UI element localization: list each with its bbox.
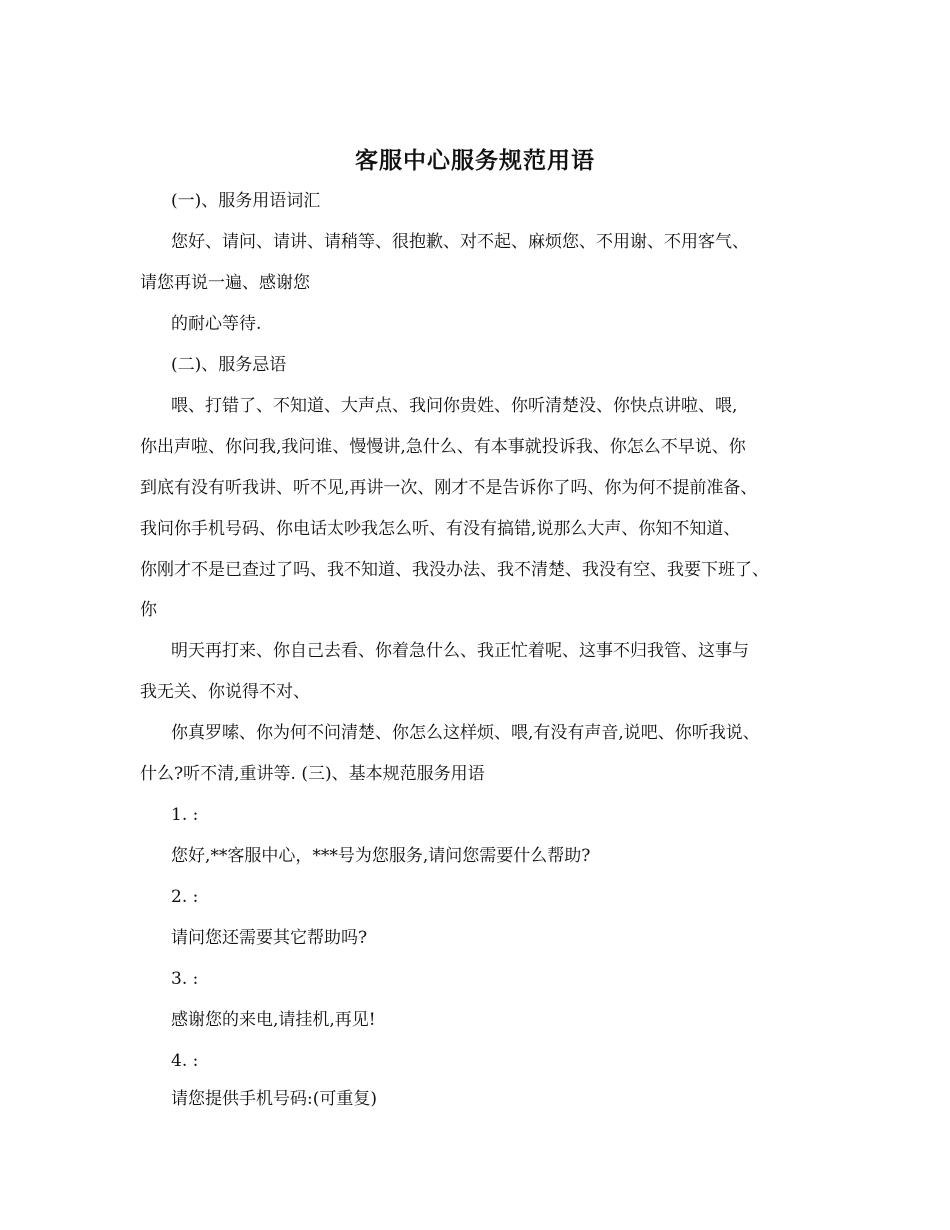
list-item-number: 4. : <box>171 1051 199 1071</box>
paragraph-line: 你刚才不是已查过了吗、我不知道、我没办法、我不清楚、我没有空、我要下班了、 <box>140 560 769 580</box>
list-item-text: 感谢您的来电,请挂机,再见! <box>171 1010 376 1030</box>
list-item-number: 3. : <box>171 969 199 989</box>
list-item-text: 请您提供手机号码:(可重复) <box>171 1089 377 1109</box>
paragraph-line: 明天再打来、你自己去看、你着急什么、我正忙着呢、这事不归我管、这事与 <box>171 641 749 661</box>
paragraph-line: 请您再说一遍、感谢您 <box>140 273 310 293</box>
paragraph-line: 到底有没有听我讲、听不见,再讲一次、刚才不是告诉你了吗、你为何不提前准备、 <box>140 478 758 498</box>
page-title: 客服中心服务规范用语 <box>355 148 595 174</box>
paragraph-line: 你出声啦、你问我,我问谁、慢慢讲,急什么、有本事就投诉我、你怎么不早说、你 <box>140 437 746 457</box>
paragraph-line: 你 <box>140 600 157 620</box>
list-item-text: 您好,**客服中心，***号为您服务,请问您需要什么帮助? <box>171 846 591 866</box>
paragraph-line: 我无关、你说得不对、 <box>140 682 310 702</box>
list-item-number: 2. : <box>171 887 199 907</box>
paragraph-line: 喂、打错了、不知道、大声点、我问你贵姓、你听清楚没、你快点讲啦、喂, <box>171 396 738 416</box>
paragraph-line: 什么?听不清,重讲等. (三)、基本规范服务用语 <box>140 764 485 784</box>
paragraph-line: 的耐心等待. <box>171 314 262 334</box>
paragraph-line: 您好、请问、请讲、请稍等、很抱歉、对不起、麻烦您、不用谢、不用客气、 <box>171 232 749 252</box>
paragraph-line: 你真罗嗦、你为何不问清楚、你怎么这样烦、喂,有没有声音,说吧、你听我说、 <box>171 723 760 743</box>
section-heading-2: (二)、服务忌语 <box>171 355 287 375</box>
section-heading-1: (一)、服务用语词汇 <box>171 191 321 211</box>
paragraph-line: 我问你手机号码、你电话太吵我怎么听、有没有搞错,说那么大声、你知不知道、 <box>140 519 741 539</box>
list-item-text: 请问您还需要其它帮助吗? <box>171 928 368 948</box>
list-item-number: 1. : <box>171 805 199 825</box>
